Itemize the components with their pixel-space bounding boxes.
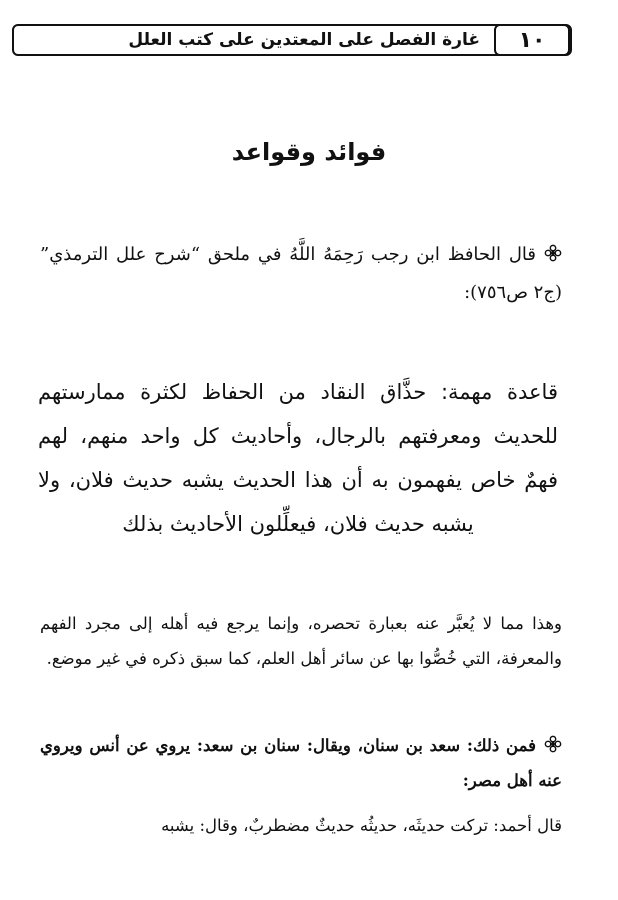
citation-paragraph [40, 236, 562, 312]
flower-icon [544, 735, 562, 753]
rule-quote: قاعدة مهمة: حذَّاق النقاد من الحفاظ لكثرة ممارستهم للحديث ومعرفتهم بالرجال، وأحاديث كل واحد منهم، لهم فهمٌ خاص يفهمون به أن هذا الحديث يشبه حديث فلان، ولا يشبه حديث فلان، فيعلِّلون الأحاديث بذلك [38, 380, 558, 536]
flower-icon [544, 244, 562, 262]
example-text: فمن ذلك: سعد بن سنان، ويقال: سنان بن سعد: يروي عن أنس ويروي عنه أهل مصر: [40, 736, 562, 790]
book-title: غارة الفصل على المعتدين على كتب العلل [128, 30, 480, 50]
page-number: ١٠ [494, 24, 570, 56]
explanation-paragraph: وهذا مما لا يُعبَّر عنه بعبارة تحصره، وإنما يرجع فيه أهله إلى مجرد الفهم والمعرفة، التي خُصُّوا بها عن سائر أهل العلم، كما سبق ذكره في غير موضع. [40, 614, 562, 668]
citation-text: قال الحافظ ابن رجب رَحِمَهُ اللَّهُ في ملحق “شرح علل الترمذي” (ج٢ ص٧٥٦): [40, 244, 562, 303]
running-header [12, 24, 572, 56]
section-title: فوائد وقواعد [231, 138, 387, 166]
example-paragraph [40, 728, 562, 798]
ahmad-quote: قال أحمد: تركت حديثَه، حديثُه حديثٌ مضطربٌ، وقال: يشبه [161, 816, 562, 835]
